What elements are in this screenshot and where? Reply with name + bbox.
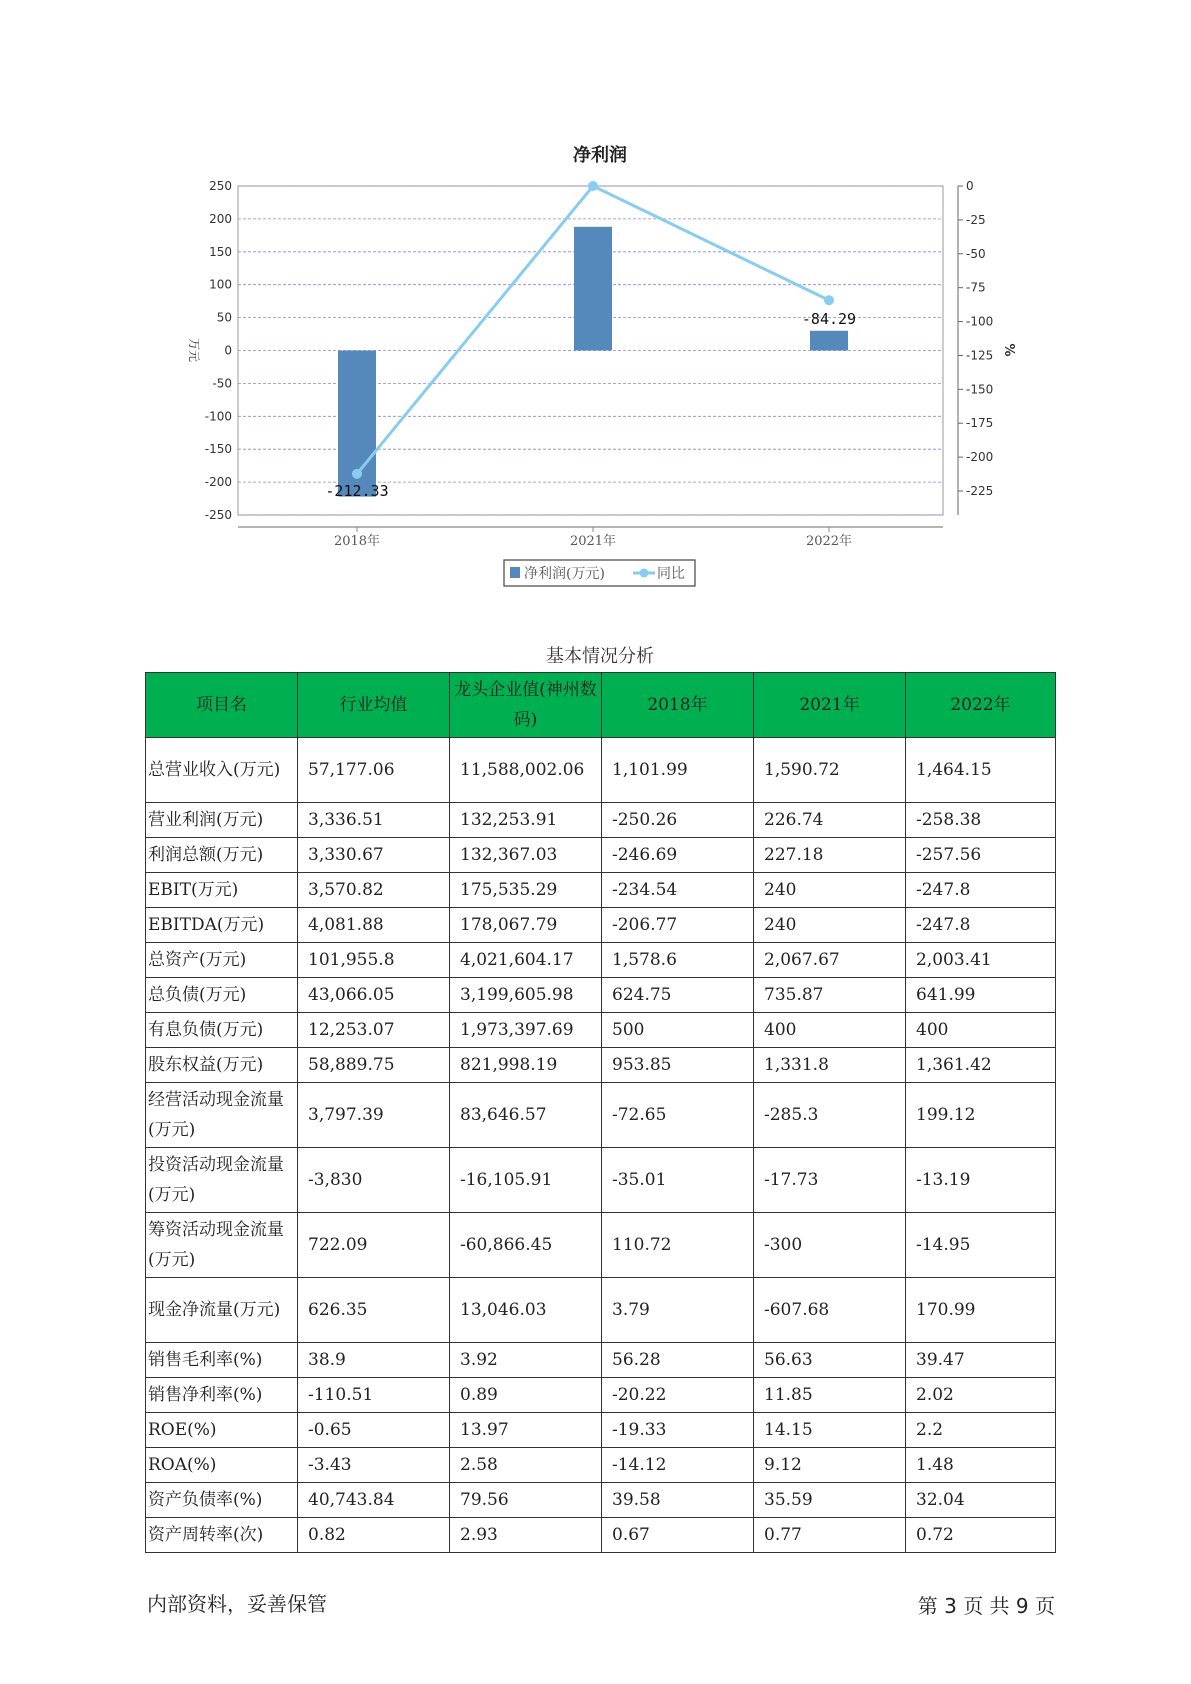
value-cell: 13.97 (450, 1413, 602, 1448)
value-cell: 1,973,397.69 (450, 1013, 602, 1048)
y-right-axis-label: % (1001, 343, 1016, 357)
value-cell: 2.02 (906, 1378, 1056, 1413)
value-cell: -35.01 (602, 1148, 754, 1213)
table-body (146, 738, 1056, 1553)
y-tick-label: 0 (224, 343, 232, 358)
table-header-row (146, 673, 1056, 738)
value-cell: 39.58 (602, 1483, 754, 1518)
table-row (146, 1013, 1056, 1048)
y-right-tick-label: -75 (966, 280, 986, 295)
chart-title: 净利润 (573, 145, 627, 166)
value-cell: 39.47 (906, 1343, 1056, 1378)
value-cell: -60,866.45 (450, 1213, 602, 1278)
table-row (146, 1148, 1056, 1213)
y-tick-label: -100 (204, 409, 232, 424)
value-cell: 11.85 (754, 1378, 906, 1413)
value-cell: 56.63 (754, 1343, 906, 1378)
value-cell: 83,646.57 (450, 1083, 602, 1148)
row-label-cell: 销售毛利率(%) (146, 1343, 298, 1378)
table-row (146, 1448, 1056, 1483)
row-label-cell: 投资活动现金流量(万元) (146, 1148, 298, 1213)
row-label-cell: 筹资活动现金流量(万元) (146, 1213, 298, 1278)
value-cell: -110.51 (298, 1378, 450, 1413)
bar (574, 227, 612, 351)
value-cell: 2.2 (906, 1413, 1056, 1448)
row-label-cell: 现金净流量(万元) (146, 1278, 298, 1343)
y-right-tick-label: -100 (966, 314, 994, 329)
value-cell: -300 (754, 1213, 906, 1278)
table-row (146, 738, 1056, 803)
y-tick-label: 50 (216, 310, 232, 325)
footer-confidential: 内部资料，妥善保管 (147, 1592, 327, 1616)
row-label-cell: 股东权益(万元) (146, 1048, 298, 1083)
value-cell: 3,797.39 (298, 1083, 450, 1148)
basic-analysis-table (145, 672, 1056, 1553)
value-cell: 0.82 (298, 1518, 450, 1553)
net-profit-chart (0, 0, 1191, 620)
value-cell: 1,464.15 (906, 738, 1056, 803)
value-cell: -285.3 (754, 1083, 906, 1148)
y-tick-label: 250 (209, 179, 232, 193)
value-cell: 57,177.06 (298, 738, 450, 803)
row-label-cell: ROE(%) (146, 1413, 298, 1448)
value-cell: 11,588,002.06 (450, 738, 602, 803)
value-cell: -258.38 (906, 803, 1056, 838)
value-cell: 240 (754, 873, 906, 908)
header-item-name: 项目名 (146, 673, 298, 738)
legend-label-yoy: 同比 (657, 566, 685, 582)
value-cell: -3,830 (298, 1148, 450, 1213)
value-cell: 3,336.51 (298, 803, 450, 838)
value-cell: 226.74 (754, 803, 906, 838)
value-cell: 722.09 (298, 1213, 450, 1278)
value-cell: 14.15 (754, 1413, 906, 1448)
value-cell: 132,367.03 (450, 838, 602, 873)
value-cell: 1.48 (906, 1448, 1056, 1483)
row-label-cell: ROA(%) (146, 1448, 298, 1483)
value-cell: -72.65 (602, 1083, 754, 1148)
legend-line-marker (640, 569, 649, 578)
value-cell: -3.43 (298, 1448, 450, 1483)
value-cell: 2.93 (450, 1518, 602, 1553)
value-cell: -0.65 (298, 1413, 450, 1448)
row-label-cell: 有息负债(万元) (146, 1013, 298, 1048)
value-cell: 821,998.19 (450, 1048, 602, 1083)
value-cell: 500 (602, 1013, 754, 1048)
value-cell: -247.8 (906, 908, 1056, 943)
table-row (146, 978, 1056, 1013)
value-cell: 4,021,604.17 (450, 943, 602, 978)
value-cell: 0.89 (450, 1378, 602, 1413)
value-cell: 199.12 (906, 1083, 1056, 1148)
table-row (146, 1213, 1056, 1278)
value-cell: -16,105.91 (450, 1148, 602, 1213)
value-cell: -607.68 (754, 1278, 906, 1343)
y-tick-label: 100 (209, 277, 232, 292)
value-cell: -250.26 (602, 803, 754, 838)
y-right-tick-label: -50 (966, 246, 986, 261)
table-title: 基本情况分析 (546, 646, 654, 667)
value-cell: 32.04 (906, 1483, 1056, 1518)
header-2021: 2021年 (754, 673, 906, 738)
table-row (146, 943, 1056, 978)
row-label-cell: EBITDA(万元) (146, 908, 298, 943)
value-cell: 2.58 (450, 1448, 602, 1483)
y-tick-label: -250 (204, 508, 232, 522)
value-cell: -14.12 (602, 1448, 754, 1483)
row-label-cell: EBIT(万元) (146, 873, 298, 908)
value-cell: 9.12 (754, 1448, 906, 1483)
value-cell: 56.28 (602, 1343, 754, 1378)
value-cell: 3.92 (450, 1343, 602, 1378)
y-tick-label: -200 (204, 475, 232, 490)
value-cell: 2,067.67 (754, 943, 906, 978)
value-cell: -247.8 (906, 873, 1056, 908)
row-label-cell: 总负债(万元) (146, 978, 298, 1013)
y-right-tick-label: -200 (966, 450, 994, 465)
value-cell: 178,067.79 (450, 908, 602, 943)
header-industry-avg: 行业均值 (298, 673, 450, 738)
value-cell: 400 (906, 1013, 1056, 1048)
table-row (146, 1483, 1056, 1518)
value-cell: 0.67 (602, 1518, 754, 1553)
row-label-cell: 营业利润(万元) (146, 803, 298, 838)
y-tick-label: -150 (204, 442, 232, 457)
table-row (146, 1048, 1056, 1083)
row-label-cell: 利润总额(万元) (146, 838, 298, 873)
value-cell: 227.18 (754, 838, 906, 873)
value-cell: 624.75 (602, 978, 754, 1013)
value-cell: -13.19 (906, 1148, 1056, 1213)
value-cell: 1,331.8 (754, 1048, 906, 1083)
value-cell: 3,199,605.98 (450, 978, 602, 1013)
table-row (146, 1343, 1056, 1378)
value-cell: 400 (754, 1013, 906, 1048)
value-cell: 3,570.82 (298, 873, 450, 908)
value-cell: -234.54 (602, 873, 754, 908)
value-cell: -19.33 (602, 1413, 754, 1448)
x-tick-label: 2021年 (569, 534, 617, 549)
value-cell: 13,046.03 (450, 1278, 602, 1343)
y-tick-label: -50 (212, 376, 232, 391)
row-label-cell: 总资产(万元) (146, 943, 298, 978)
header-2018: 2018年 (602, 673, 754, 738)
value-cell: 641.99 (906, 978, 1056, 1013)
data-label: -84.29 (801, 310, 857, 328)
value-cell: 626.35 (298, 1278, 450, 1343)
value-cell: 735.87 (754, 978, 906, 1013)
y-tick-label: 150 (209, 244, 232, 259)
row-label-cell: 资产负债率(%) (146, 1483, 298, 1518)
line-point (824, 295, 834, 305)
value-cell: 953.85 (602, 1048, 754, 1083)
value-cell: 240 (754, 908, 906, 943)
value-cell: -246.69 (602, 838, 754, 873)
table-row (146, 838, 1056, 873)
value-cell: 38.9 (298, 1343, 450, 1378)
table-row (146, 803, 1056, 838)
row-label-cell: 总营业收入(万元) (146, 738, 298, 803)
value-cell: 4,081.88 (298, 908, 450, 943)
x-tick-label: 2018年 (333, 534, 381, 549)
value-cell: 1,101.99 (602, 738, 754, 803)
line-point (588, 181, 598, 191)
value-cell: 110.72 (602, 1213, 754, 1278)
legend-bar-swatch (510, 567, 520, 578)
value-cell: -206.77 (602, 908, 754, 943)
value-cell: 43,066.05 (298, 978, 450, 1013)
table-row (146, 1278, 1056, 1343)
value-cell: 79.56 (450, 1483, 602, 1518)
value-cell: -14.95 (906, 1213, 1056, 1278)
value-cell: 170.99 (906, 1278, 1056, 1343)
row-label-cell: 销售净利率(%) (146, 1378, 298, 1413)
value-cell: 2,003.41 (906, 943, 1056, 978)
value-cell: 0.72 (906, 1518, 1056, 1553)
bar (810, 331, 848, 351)
y-right-tick-label: 0 (966, 179, 974, 193)
y-right-tick-label: -150 (966, 382, 994, 397)
value-cell: 3,330.67 (298, 838, 450, 873)
y-axis-label: 万元 (187, 337, 201, 363)
row-label-cell: 经营活动现金流量(万元) (146, 1083, 298, 1148)
value-cell: 58,889.75 (298, 1048, 450, 1083)
y-right-tick-label: -225 (966, 484, 994, 498)
data-label: -212.33 (325, 482, 389, 500)
value-cell: 175,535.29 (450, 873, 602, 908)
table-row (146, 873, 1056, 908)
header-2022: 2022年 (906, 673, 1056, 738)
table-row (146, 1413, 1056, 1448)
y-right-tick-label: -125 (966, 348, 994, 363)
value-cell: -257.56 (906, 838, 1056, 873)
x-tick-label: 2022年 (805, 534, 853, 549)
footer-page-number: 第 3 页 共 9 页 (917, 1594, 1055, 1618)
value-cell: 12,253.07 (298, 1013, 450, 1048)
y-tick-label: 200 (209, 211, 232, 226)
value-cell: 1,590.72 (754, 738, 906, 803)
table-row (146, 1083, 1056, 1148)
value-cell: 101,955.8 (298, 943, 450, 978)
table-row (146, 1518, 1056, 1553)
value-cell: 3.79 (602, 1278, 754, 1343)
table-row (146, 908, 1056, 943)
value-cell: 1,361.42 (906, 1048, 1056, 1083)
value-cell: 35.59 (754, 1483, 906, 1518)
table-row (146, 1378, 1056, 1413)
y-right-tick-label: -175 (966, 416, 994, 431)
value-cell: 40,743.84 (298, 1483, 450, 1518)
row-label-cell: 资产周转率(次) (146, 1518, 298, 1553)
header-leader-value: 龙头企业值(神州数码) (450, 673, 602, 738)
value-cell: 132,253.91 (450, 803, 602, 838)
y-right-tick-label: -25 (966, 212, 986, 227)
value-cell: 1,578.6 (602, 943, 754, 978)
value-cell: -20.22 (602, 1378, 754, 1413)
legend-label-net-profit: 净利润(万元) (524, 566, 605, 582)
line-point (352, 469, 362, 479)
value-cell: 0.77 (754, 1518, 906, 1553)
value-cell: -17.73 (754, 1148, 906, 1213)
